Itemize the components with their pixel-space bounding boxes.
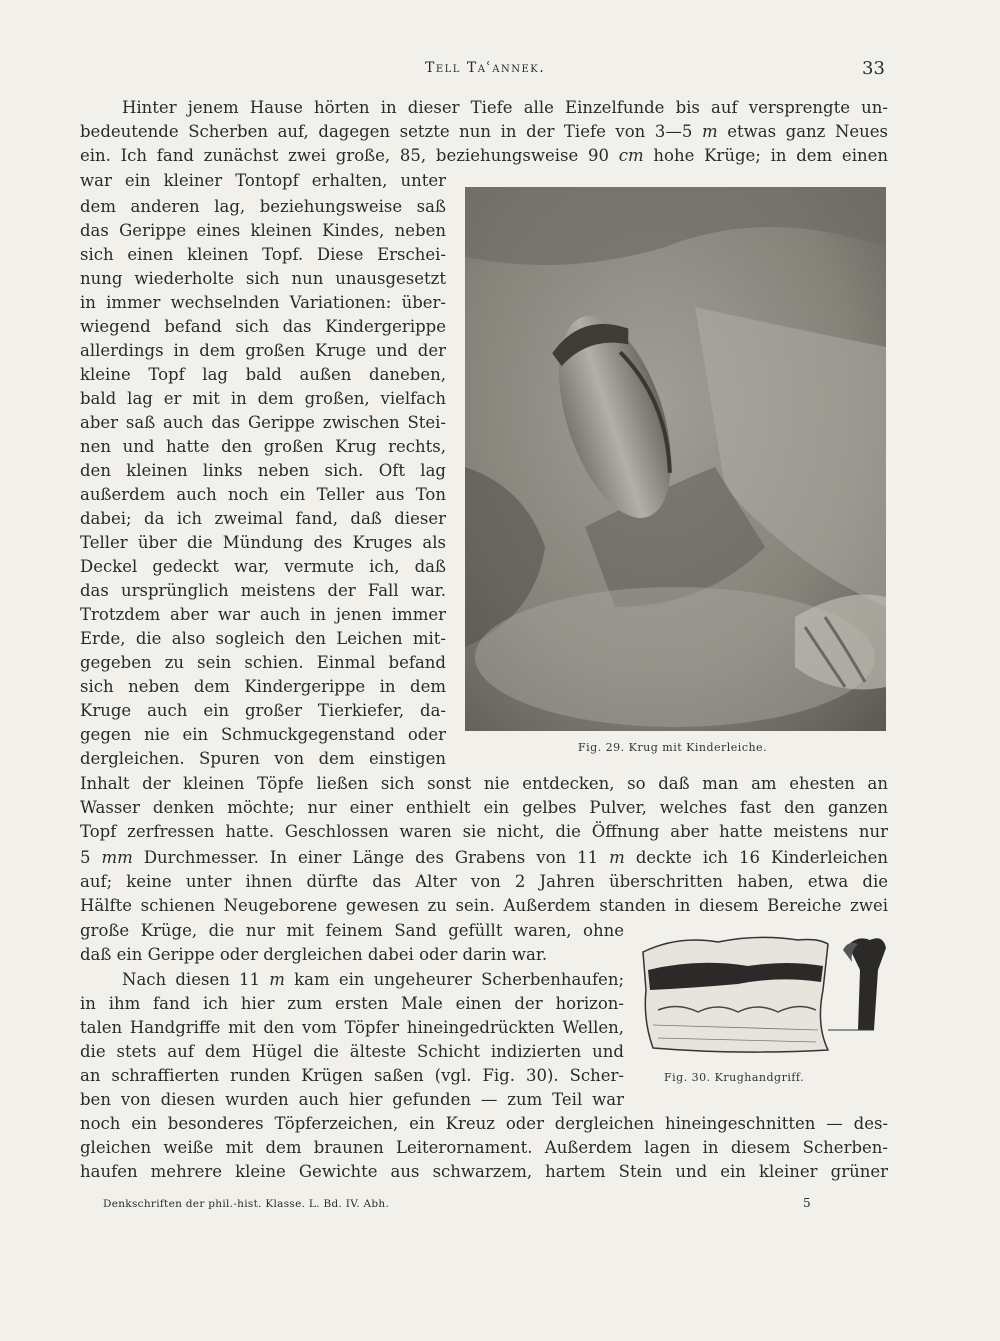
figure-29-caption: Fig. 29. Krug mit Kinderleiche. bbox=[578, 741, 768, 754]
text-line: daß ein Gerippe oder dergleichen dabei oder darin war. bbox=[80, 945, 548, 964]
text-line: dergleichen. Spuren von dem einstigen bbox=[80, 749, 446, 768]
text-line: auf; keine unter ihnen dürfte das Alter von 2 Jahren überschritten haben, etwa die bbox=[80, 872, 888, 891]
text-line: haufen mehrere kleine Gewichte aus schwarzem, hartem Stein und ein kleiner grüner bbox=[80, 1162, 888, 1181]
text-line: talen Handgriffe mit den vom Töpfer hineingedrückten Wellen, bbox=[80, 1018, 624, 1037]
text-line: war ein kleiner Tontopf erhalten, unter bbox=[80, 171, 446, 190]
text-line: aber saß auch das Gerippe zwischen Stei- bbox=[80, 413, 446, 432]
text-line: Hinter jenem Hause hörten in dieser Tiefe alle Einzelfunde bis auf versprengte un- bbox=[122, 98, 888, 117]
page-number: 33 bbox=[862, 58, 885, 79]
footer-series-title: Denkschriften der phil.-hist. Klasse. L. Bd. IV. Abh. bbox=[103, 1198, 390, 1210]
text-line: bald lag er mit in dem großen, vielfach bbox=[80, 389, 446, 408]
text-line: 5 mm Durchmesser. In einer Länge des Grabens von 11 m deckte ich 16 Kinderleichen bbox=[80, 848, 888, 867]
jar-handle-drawing bbox=[638, 930, 888, 1060]
text-line: sich neben dem Kindergerippe in dem bbox=[80, 677, 446, 696]
text-line: kleine Topf lag bald außen daneben, bbox=[80, 365, 446, 384]
text-line: Nach diesen 11 m kam ein ungeheurer Scherbenhaufen; bbox=[122, 970, 624, 989]
text-line: Kruge auch ein großer Tierkiefer, da- bbox=[80, 701, 446, 720]
text-line: Topf zerfressen hatte. Geschlossen waren sie nicht, die Öffnung aber hatte meistens nur bbox=[80, 822, 888, 841]
figure-30-caption: Fig. 30. Krughandgriff. bbox=[664, 1071, 805, 1084]
text-line: in ihm fand ich hier zum ersten Male einen der horizon- bbox=[80, 994, 624, 1013]
text-line: große Krüge, die nur mit feinem Sand gefüllt waren, ohne bbox=[80, 921, 624, 940]
text-line: die stets auf dem Hügel die älteste Schicht indizierten und bbox=[80, 1042, 624, 1061]
text-line: Erde, die also sogleich den Leichen mit- bbox=[80, 629, 446, 648]
text-line: gegeben zu sein schien. Einmal befand bbox=[80, 653, 446, 672]
text-line: gleichen weiße mit dem braunen Leiterornament. Außerdem lagen in diesem Scherben- bbox=[80, 1138, 888, 1157]
text-line: noch ein besonderes Töpferzeichen, ein Kreuz oder dergleichen hineingeschnitten — des- bbox=[80, 1114, 888, 1133]
text-line: nung wiederholte sich nun unausgesetzt bbox=[80, 269, 446, 288]
text-line: sich einen kleinen Topf. Diese Erschei- bbox=[80, 245, 446, 264]
text-line: Trotzdem aber war auch in jenen immer bbox=[80, 605, 446, 624]
text-line: gegen nie ein Schmuckgegenstand oder bbox=[80, 725, 446, 744]
text-line: nen und hatte den großen Krug rechts, bbox=[80, 437, 446, 456]
figure-29-photo bbox=[465, 187, 886, 731]
text-line: den kleinen links neben sich. Oft lag bbox=[80, 461, 446, 480]
text-line: ben von diesen wurden auch hier gefunden — zum Teil war bbox=[80, 1090, 624, 1109]
text-line: außerdem auch noch ein Teller aus Ton bbox=[80, 485, 446, 504]
jar-photo-illustration bbox=[465, 187, 886, 731]
text-line: bedeutende Scherben auf, dagegen setzte nun in der Tiefe von 3—5 m etwas ganz Neues bbox=[80, 122, 888, 141]
footer-signature-mark: 5 bbox=[803, 1196, 811, 1210]
text-line: das Gerippe eines kleinen Kindes, neben bbox=[80, 221, 446, 240]
text-line: wiegend befand sich das Kindergerippe bbox=[80, 317, 446, 336]
text-line: dabei; da ich zweimal fand, daß dieser bbox=[80, 509, 446, 528]
text-line: Teller über die Mündung des Kruges als bbox=[80, 533, 446, 552]
text-line: in immer wechselnden Variationen: über- bbox=[80, 293, 446, 312]
running-title: Tell Taʿannek. bbox=[425, 60, 546, 76]
text-line: ein. Ich fand zunächst zwei große, 85, beziehungsweise 90 cm hohe Krüge; in dem einen bbox=[80, 146, 888, 165]
text-line: Deckel gedeckt war, vermute ich, daß bbox=[80, 557, 446, 576]
text-line: Hälfte schienen Neugeborene gewesen zu sein. Außerdem standen in diesem Bereiche zwei bbox=[80, 896, 888, 915]
text-line: Wasser denken möchte; nur einer enthielt ein gelbes Pulver, welches fast den ganzen bbox=[80, 798, 888, 817]
text-line: an schraffierten runden Krügen saßen (vgl. Fig. 30). Scher- bbox=[80, 1066, 624, 1085]
text-line: das ursprünglich meistens der Fall war. bbox=[80, 581, 446, 600]
running-header bbox=[0, 58, 1000, 82]
text-line: allerdings in dem großen Kruge und der bbox=[80, 341, 446, 360]
text-line: dem anderen lag, beziehungsweise saß bbox=[80, 197, 446, 216]
figure-30-drawing bbox=[638, 930, 888, 1060]
text-line: Inhalt der kleinen Töpfe ließen sich sonst nie entdecken, so daß man am ehesten an bbox=[80, 774, 888, 793]
